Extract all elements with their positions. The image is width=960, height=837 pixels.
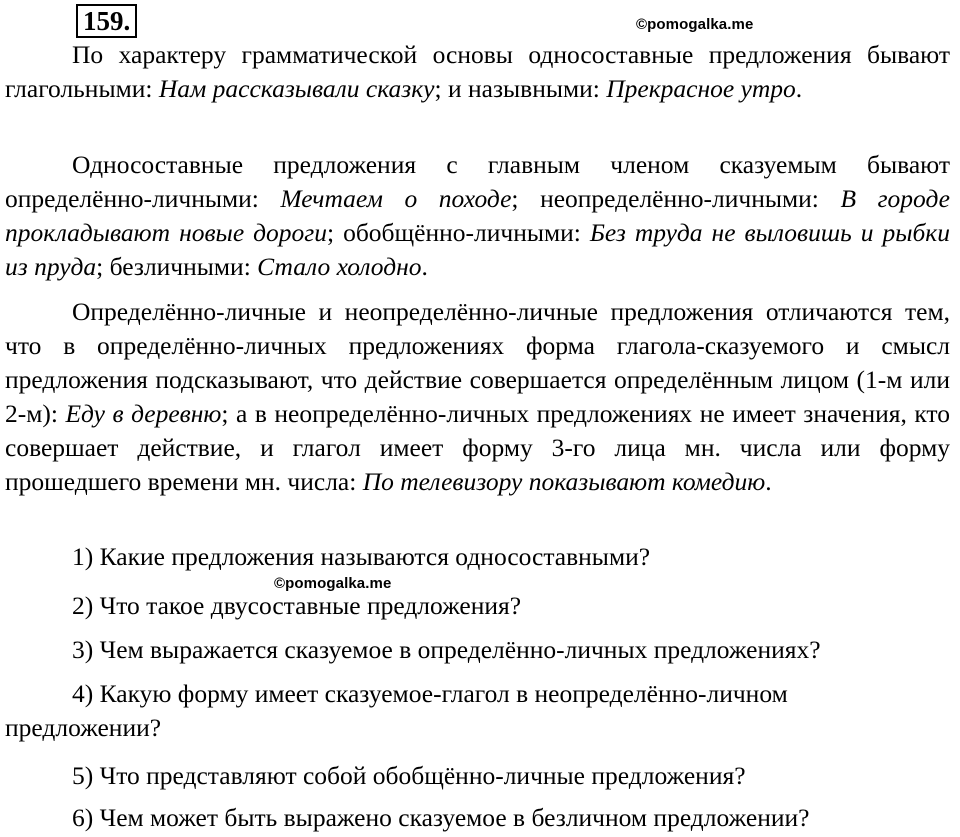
text: Односоставные предложения с главным членом сказуемым бывают определённо-личными: (5, 150, 950, 213)
text: ; а в неопределённо-личных предложениях не имеет значения, кто совершает действие, и глагол имеет форму 3-го лица мн. числа или форму прошедшего времени мн. числа: (5, 399, 950, 496)
exercise-number: 159. (76, 4, 137, 38)
question-1: 1) Какие предложения называются односоставными? (72, 542, 651, 571)
paragraph-3 (5, 295, 950, 499)
text: . (765, 467, 772, 496)
example: Без труда не выловишь и рыбки из пруда (5, 218, 950, 281)
example: Мечтаем о походе (280, 184, 512, 213)
text: По характеру грамматической основы односоставные предложения бывают глагольными: (5, 40, 950, 103)
question-6: 6) Чем может быть выражено сказуемое в безличном предложении? (72, 803, 810, 832)
text: ; безличными: (96, 252, 258, 281)
example: По телевизору показывают комедию (362, 467, 766, 496)
text: ; неопределённо-личными: (511, 184, 841, 213)
question-3: 3) Чем выражается сказуемое в определённо-личных предложениях? (72, 635, 821, 664)
example: Еду в деревню (65, 399, 222, 428)
text: . (421, 252, 428, 281)
question-2: 2) Что такое двусоставные предложения? (72, 591, 522, 620)
watermark-top: ©pomogalka.me (636, 16, 754, 33)
question-5: 5) Что представляют собой обобщённо-личные предложения? (72, 761, 746, 790)
paragraph-1 (5, 38, 950, 106)
text: . (795, 74, 803, 103)
example: Нам рассказывали сказку (158, 74, 435, 103)
question-4: 4) Какую форму имеет сказуемое-глагол в неопределённо-личном предложении? (5, 679, 788, 742)
example: Стало холодно (257, 252, 422, 281)
example: Прекрасное утро (606, 74, 796, 103)
text: Определённо-личные и неопределённо-личные предложения отличаются тем, что в определённо-личных предложениях форма глагола-сказуемого и смысл предложения подсказывают, что действие совершается определённым лицом (1-м или 2-м): (5, 297, 950, 428)
text: ; обобщённо-личными: (326, 218, 590, 247)
watermark-middle: ©pomogalka.me (274, 575, 392, 592)
paragraph-2 (5, 148, 950, 284)
example: В городе прокладывают новые дороги (5, 184, 950, 247)
text: ; и назывными: (434, 74, 607, 103)
